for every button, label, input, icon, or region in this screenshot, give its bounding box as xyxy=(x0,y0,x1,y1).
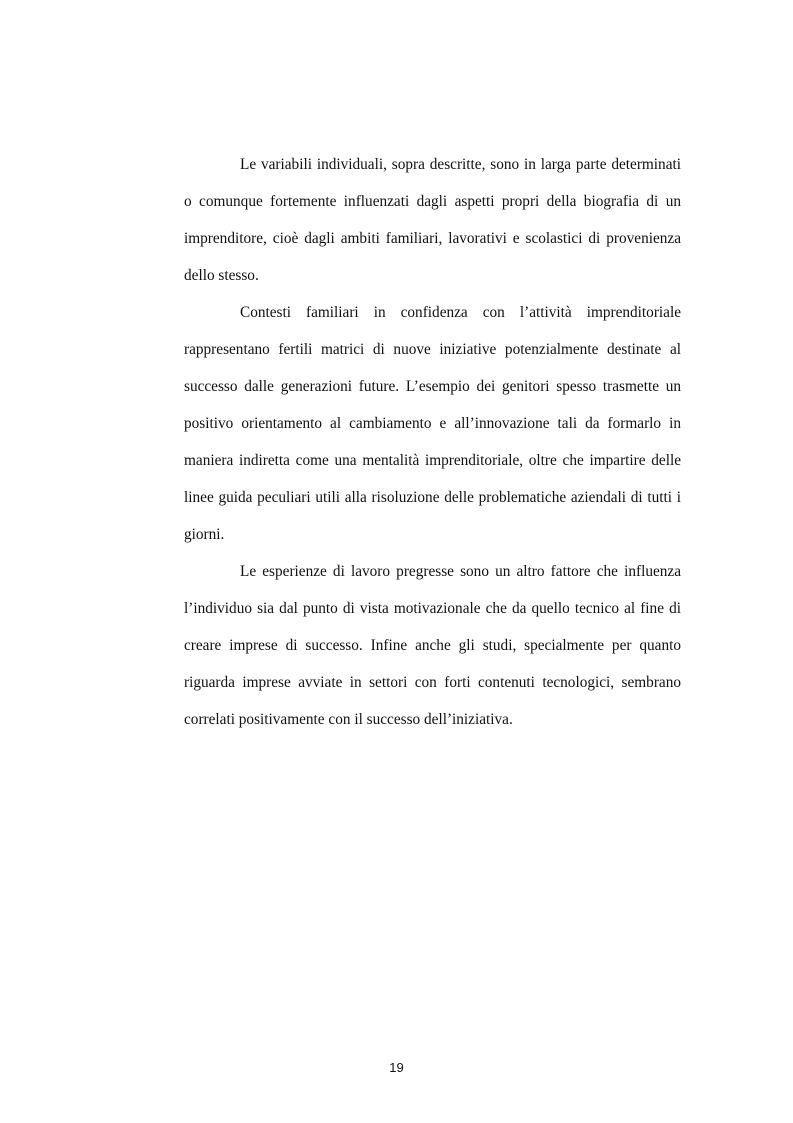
page-number: 19 xyxy=(389,1060,404,1075)
body-text xyxy=(184,146,681,738)
paragraph-variabili-individuali: Le variabili individuali, sopra descritte, sono in larga parte determinati o comunque fortemente influenzati dagli aspetti propri della biografia di un imprenditore, cioè dagli ambiti familiari, lavorativi e scolastici di provenienza dello stesso. xyxy=(184,156,681,284)
paragraph-esperienze-lavoro: Le esperienze di lavoro pregresse sono un altro fattore che influenza l’individuo sia dal punto di vista motivazionale che da quello tecnico al fine di creare imprese di successo. Infine anche gli studi, specialmente per quanto riguarda imprese avviate in settori con forti contenuti tecnologici, sembrano correlati positivamente con il successo dell’iniziativa. xyxy=(184,563,681,728)
paragraph-contesti-familiari: Contesti familiari in confidenza con l’attività imprenditoriale rappresentano fertili matrici di nuove iniziative potenzialmente destinate al successo dalle generazioni future. L’esempio dei genitori spesso trasmette un positivo orientamento al cambiamento e all’innovazione tali da formarlo in maniera indiretta come una mentalità imprenditoriale, oltre che impartire delle linee guida peculiari utili alla risoluzione delle problematiche aziendali di tutti i giorni. xyxy=(184,304,681,543)
